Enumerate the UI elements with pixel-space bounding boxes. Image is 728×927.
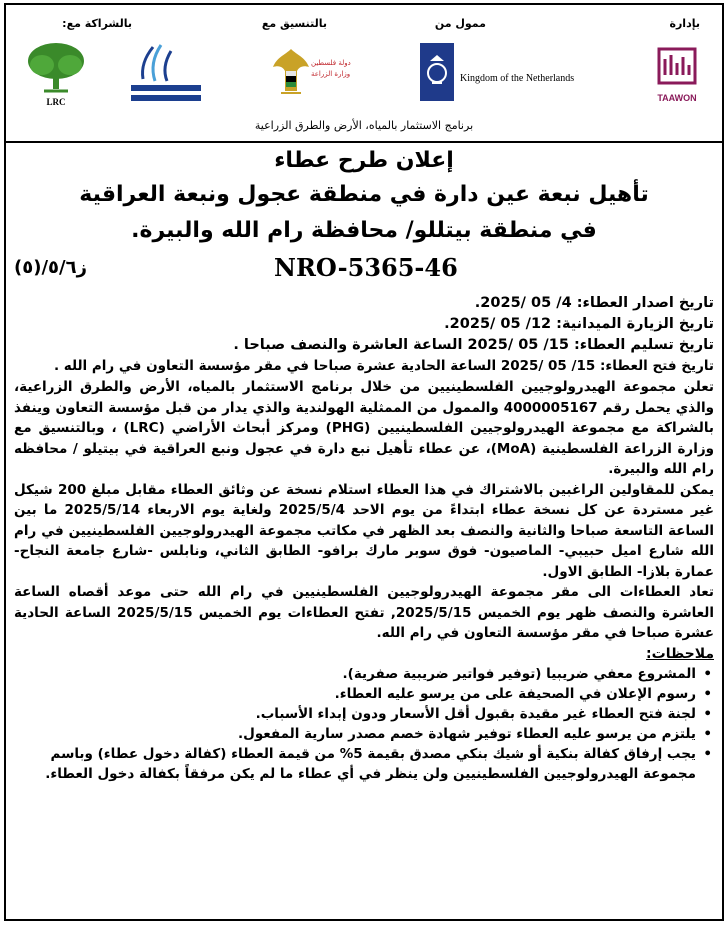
coordination-label: بالتنسيق مع — [261, 17, 327, 30]
notes-list — [14, 664, 714, 784]
header — [6, 5, 722, 143]
taawon-mark-icon — [651, 45, 703, 89]
lrc-logo — [24, 41, 88, 107]
ministry-logo — [271, 43, 351, 103]
announcement-paragraph: تعلن مجموعة الهيدرولوجيين الفلسطينيين من خلال برنامج الاستثمار بالمياه، الأرض والطرق الزراعية، والذي يحمل رقم 4000005167 والممول من الممثلية الهولندية والذي يدار من قبل مؤسسة التعاون وينفذ بالشراكة مع مجموعة الهيدرولوجيين الفلسطينيين (PHG) ومركز أبحاث الأراضي (LRC) ، وبالتنسيق مع وزارة الزراعة الفلسطينية (MoA)، عن عطاء تأهيل نبع دارة في عجول ونبع العراقية في بيتيلو / محافظه رام الله والبيرة. — [14, 379, 714, 477]
taawon-logo — [651, 45, 703, 101]
reference-row — [14, 253, 714, 293]
note-text: يلتزم من يرسو عليه العطاء توفير شهادة خصم مصدر سارية المفعول. — [237, 725, 696, 742]
reference-number: NRO-5365-46 — [274, 253, 458, 282]
documents-paragraph: يمكن للمقاولين الراغبين بالاشتراك في هذا العطاء استلام نسخة عن وثائق العطاء مقابل مبلغ 200 شيكل غير مستردة عن كل نسخة عطاء ابتداءً من يوم الاحد 2025/5/4 ولغاية يوم الاربعاء 2025/5/14 ما بين الساعة التاسعة صباحا والثانية والنصف بعد الظهر في مكاتب مجموعة الهيدرولوجيين الفلسطينيين في رام الله شارع اميل حبيبي- الماصيون- فوق سوبر مارك برافو- الطابق الثاني، ونابلس -شارع جامعة النجاح-عمارة بلازا- الطابق الاول. — [14, 481, 715, 580]
netherlands-crest-icon — [420, 43, 454, 101]
phg-logo — [131, 41, 201, 105]
opening-date: تاريخ فتح العطاء: 15/ 05 /2025 الساعة الحادية عشرة صباحا في مقر مؤسسة التعاون في رام الله . — [53, 358, 714, 374]
program-name: برنامج الاستثمار بالمياه، الأرض والطرق الزراعية — [254, 119, 474, 132]
notice-subtitle-1: تأهيل نبعة عين دارة في منطقة عجول ونبعة العراقية — [79, 182, 649, 207]
notes-title: ملاحظات: — [646, 645, 714, 662]
tender-notice — [4, 3, 724, 921]
return-paragraph: تعاد العطاءات الى مقر مجموعة الهيدرولوجيين الفلسطينيين في رام الله حتى موعد أقصاه الساعة العاشرة والنصف ظهر يوم الخميس 2025/5/15, تفتح العطاءات يوم الخميس 2025/5/15 الساعة الحادية عشرة صباحا في مقر مؤسسة التعاون في رام الله. — [14, 584, 714, 641]
bullet-icon: • — [703, 705, 712, 722]
note-item — [14, 724, 712, 744]
issue-date: تاريخ اصدار العطاء: 4/ 05 /2025. — [474, 295, 714, 311]
note-item — [14, 704, 712, 724]
ministry-name-text: وزارة الزراعة — [311, 70, 351, 78]
note-text: رسوم الإعلان في الصحيفة على من يرسو عليه العطاء. — [334, 685, 696, 702]
taawon-logo-text: TAAWON — [657, 93, 697, 103]
note-text: لجنة فتح العطاء غير مقيدة بقبول أقل الأسعار ودون إبداء الأسباب. — [255, 705, 696, 722]
netherlands-logo — [420, 43, 580, 103]
netherlands-logo-text: Kingdom of the Netherlands — [460, 73, 575, 84]
notice-body — [14, 145, 714, 784]
funded-by-label: ممول من — [434, 17, 486, 30]
note-item — [14, 744, 712, 784]
lrc-logo-text: LRC — [46, 97, 66, 107]
site-visit-date: تاريخ الزيارة الميدانية: 12/ 05 /2025. — [444, 316, 714, 332]
lrc-tree-icon — [24, 41, 88, 93]
partnership-label: بالشراكة مع: — [62, 17, 132, 30]
note-text: يجب إرفاق كفالة بنكية أو شيك بنكي مصدق بقيمة 5% من قيمة العطاء (كفالة دخول عطاء) وباسم مجموعة الهيدرولوجيين الفلسطينيين ولن ينظر في أي عطاء ما لم يكن مرفقاً بكفالة دخول العطاء. — [45, 745, 696, 782]
note-item — [14, 684, 712, 704]
notice-title: إعلان طرح عطاء — [274, 148, 454, 173]
note-text: المشروع معفي ضريبيا (توفير فواتير ضريبية صفرية). — [342, 665, 696, 682]
note-item — [14, 664, 712, 684]
submission-date: تاريخ تسليم العطاء: 15/ 05 /2025 الساعة العاشرة والنصف صباحا . — [233, 337, 714, 353]
bullet-icon: • — [703, 685, 712, 702]
bullet-icon: • — [703, 725, 712, 742]
bullet-icon: • — [703, 745, 712, 762]
eagle-emblem-icon — [271, 43, 311, 99]
notice-subtitle-2: في منطقة بيتللو/ محافظة رام الله والبيرة. — [131, 218, 597, 243]
file-code: ز٥/٦/(٥) — [14, 257, 87, 278]
bullet-icon: • — [703, 665, 712, 682]
phg-waves-icon — [131, 41, 201, 105]
management-label: بإدارة — [669, 17, 700, 30]
ministry-state-text: دولة فلسطين — [311, 59, 351, 67]
